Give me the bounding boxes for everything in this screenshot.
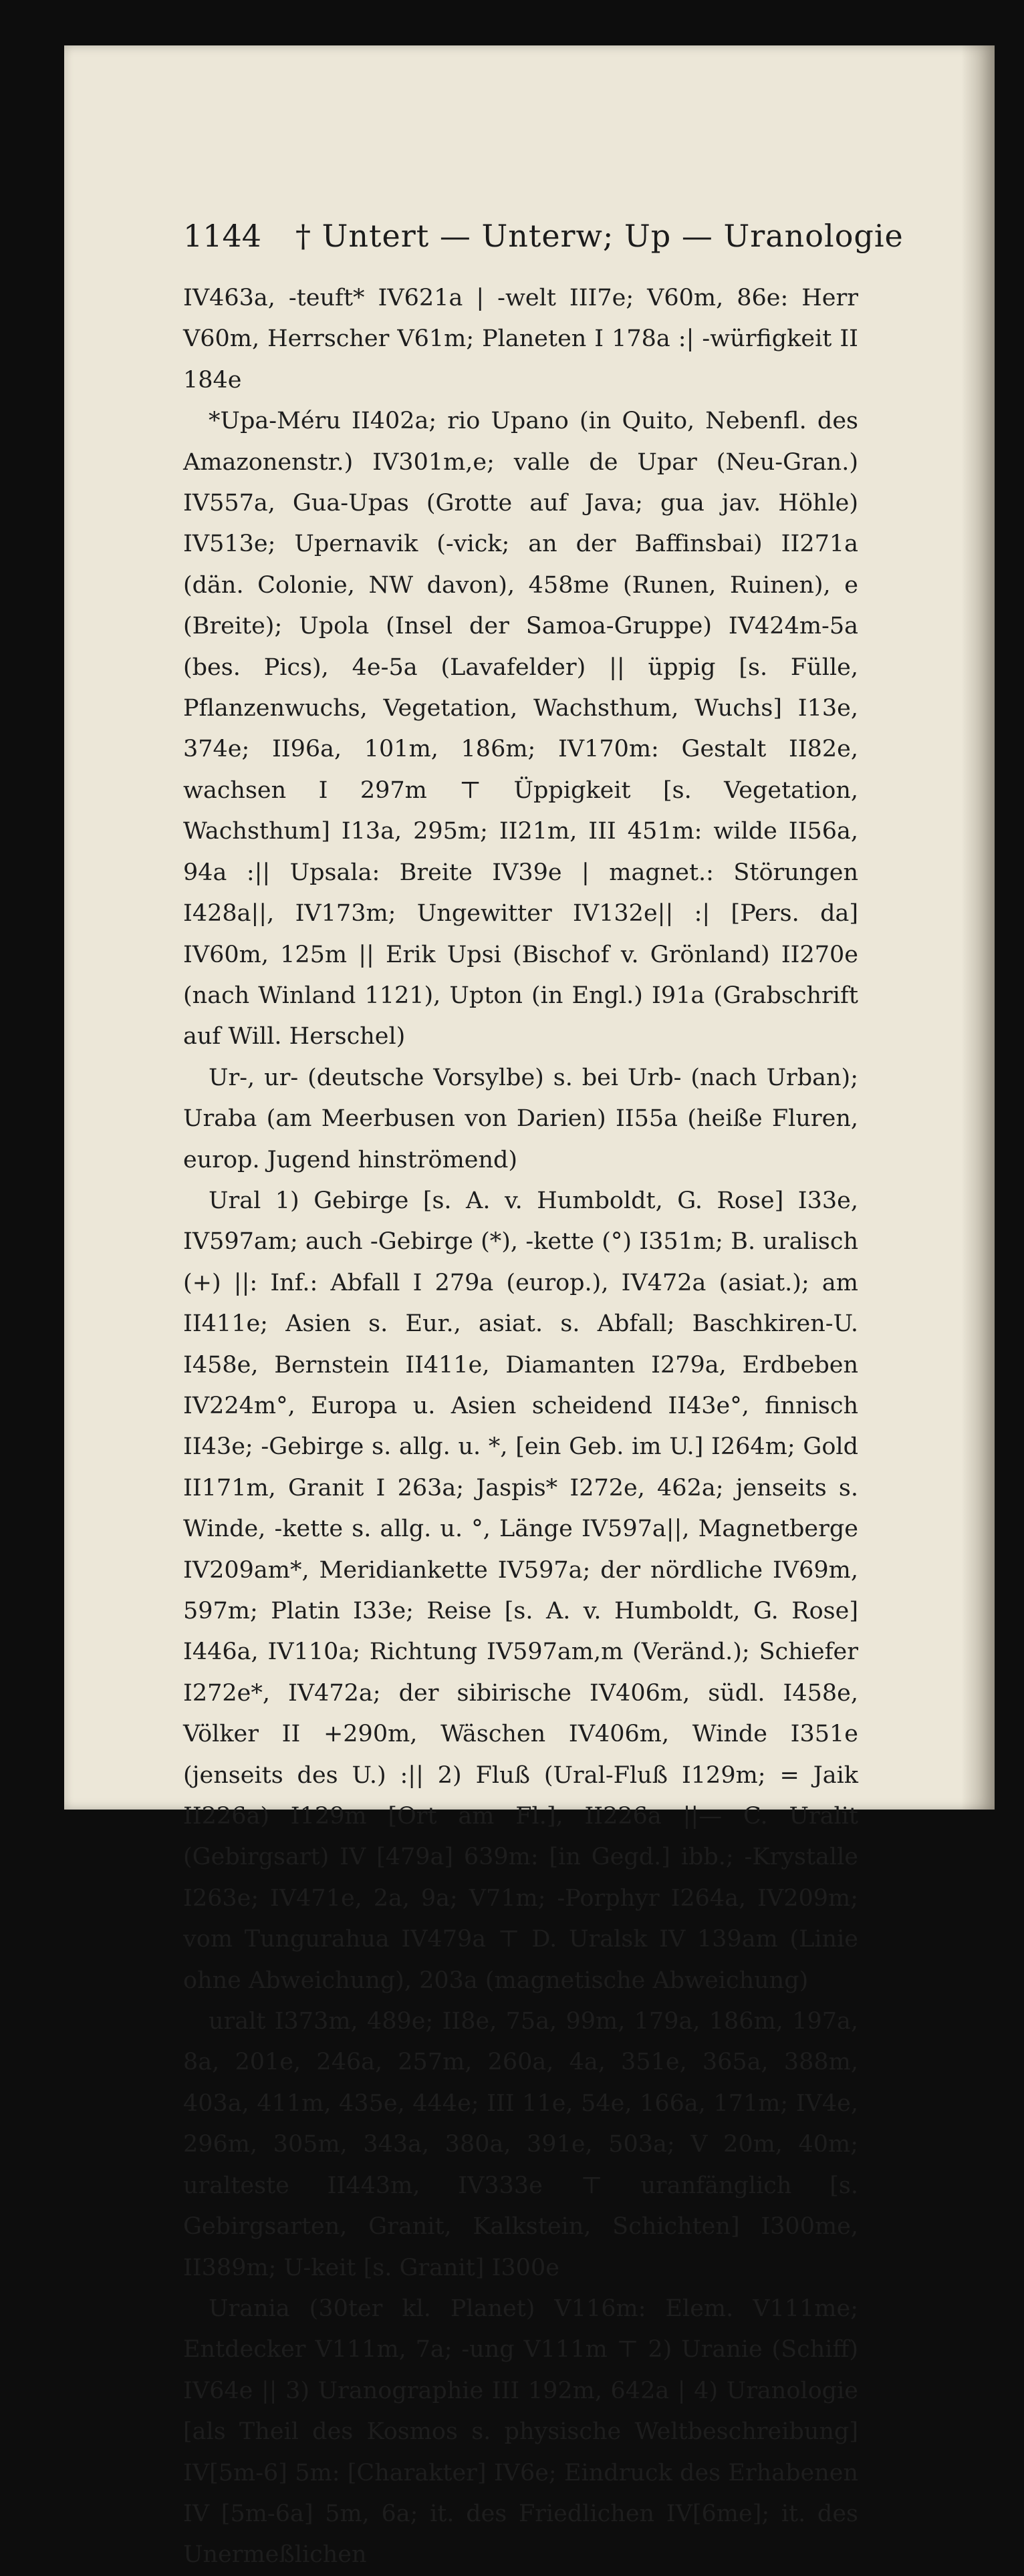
book-page xyxy=(64,45,995,2569)
index-entry-ural: Ural 1) Gebirge [s. A. v. Humboldt, G. Rose] I33e, IV597am; auch -Gebirge (*), -kette (°) I351m; B. uralisch (+) ||: Inf.: Abfall I 279a (europ.), IV472a (asiat.); am II411e; Asien s. Eur., asiat. s. Abfall; Baschkiren-U. I458e, Bernstein II411e, Diamanten I279a, Erdbeben IV224m°, Europa u. Asien scheidend II43e°, finnisch II43e; -Gebirge s. allg. u. *, [ein Geb. im U.] I264m; Gold II171m, Granit I 263a; Jaspis* I272e, 462a; jenseits s. Winde, -kette s. allg. u. °, Länge IV597a||, Magnetberge IV209am*, Meridiankette IV597a; der nördliche IV69m, 597m; Platin I33e; Reise [s. A. v. Humboldt, G. Rose] I446a, IV110a; Richtung IV597am,m (Veränd.); Schiefer I272e*, IV472a; der sibirische IV406m, südl. I458e, Völker II +290m, Wäschen IV406m, Winde I351e (jenseits des U.) :|| 2) Fluß (Ural-Fluß I129m; = Jaik II226a) I129m [Ort am Fl.], II226a ||— C. Uralit (Gebirgsart) IV [479a] 639m: [in Gegd.] ibb.; -Krystalle I263e; IV471e, 2a, 9a; V71m; -Porphyr I264a, IV209m; vom Tungurahua IV479a ⊤ D. Uralsk IV 139am (Linie ohne Abweichung), 203a (magnetische Abweichung) xyxy=(183,1187,858,1994)
page-number: 1144 xyxy=(183,218,262,254)
index-entry-uralt: uralt I373m, 489e; II8e, 75a, 99m, 179a, 186m, 197a, 8a, 201e, 246a, 257m, 260a, 4a, 351e, 365a, 388m, 403a, 411m, 435e, 444e; III 11e, 54e, 166a, 171m; IV4e, 296m, 305m, 343a, 380a, 391e, 503a; V 20m, 40m; uralteste II443m, IV333e ⊤ uranfänglich [s. Gebirgsarten, Granit, Kalkstein, Schichten] I300me, II389m; U-keit [s. Granit] I300e xyxy=(183,2008,858,2281)
index-entry-upa: *Upa-Méru II402a; rio Upano (in Quito, Nebenfl. des Amazonenstr.) IV301m,e; valle de Upar (Neu-Gran.) IV557a, Gua-Upas (Grotte auf Java; gua jav. Höhle) IV513e; Upernavik (-vick; an der Baffinsbai) II271a (dän. Colonie, NW davon), 458me (Runen, Ruinen), e (Breite); Upola (Insel der Samoa-Gruppe) IV424m-5a (bes. Pics), 4e-5a (Lavafelder) || üppig [s. Fülle, Pflanzenwuchs, Vegetation, Wachsthum, Wuchs] I13e, 374e; II96a, 101m, 186m; IV170m: Gestalt II82e, wachsen I 297m ⊤ Üppigkeit [s. Vegetation, Wachsthum] I13a, 295m; II21m, III 451m: wilde II56a, 94a :|| Upsala: Breite IV39e | magnet.: Störungen I428a||, IV173m; Ungewitter IV132e|| :| [Pers. da] IV60m, 125m || Erik Upsi (Bischof v. Grönland) II270e (nach Winland 1121), Upton (in Engl.) I91a (Grabschrift auf Will. Herschel) xyxy=(183,408,858,1050)
index-entry-urania: Urania (30ter kl. Planet) V116m: Elem. V111me; Entdecker V111m, 7a; -ung V111m ⊤ 2) Uranie (Schiff) IV64e || 3) Uranographie III 192m, 642a | 4) Uranologie [als Theil des Kosmos s. physische Weltbeschreibung] IV[5m-6] 5m: [Charakter] IV6e; Eindruck des Erhabenen IV [5m-6a] 5m, 6a; it. des Friedlichen IV[6me]; it. des Unermeßlichen xyxy=(183,2295,858,2569)
running-title: † Untert — Unterw; Up — Uranologie xyxy=(295,218,904,254)
index-text xyxy=(183,278,858,2576)
index-entry-continuation: IV463a, -teuft* IV621a | -welt III7e; V60m, 86e: Herr V60m, Herrscher V61m; Planeten I 178a :| -würfigkeit II 184e xyxy=(183,285,858,394)
page-gutter-shadow xyxy=(961,45,995,1810)
index-entry-ur: Ur-, ur- (deutsche Vorsylbe) s. bei Urb- (nach Urban); Uraba (am Meerbusen von Darien) II55a (heiße Fluren, europ. Jugend hinströmend) xyxy=(183,1064,858,1173)
